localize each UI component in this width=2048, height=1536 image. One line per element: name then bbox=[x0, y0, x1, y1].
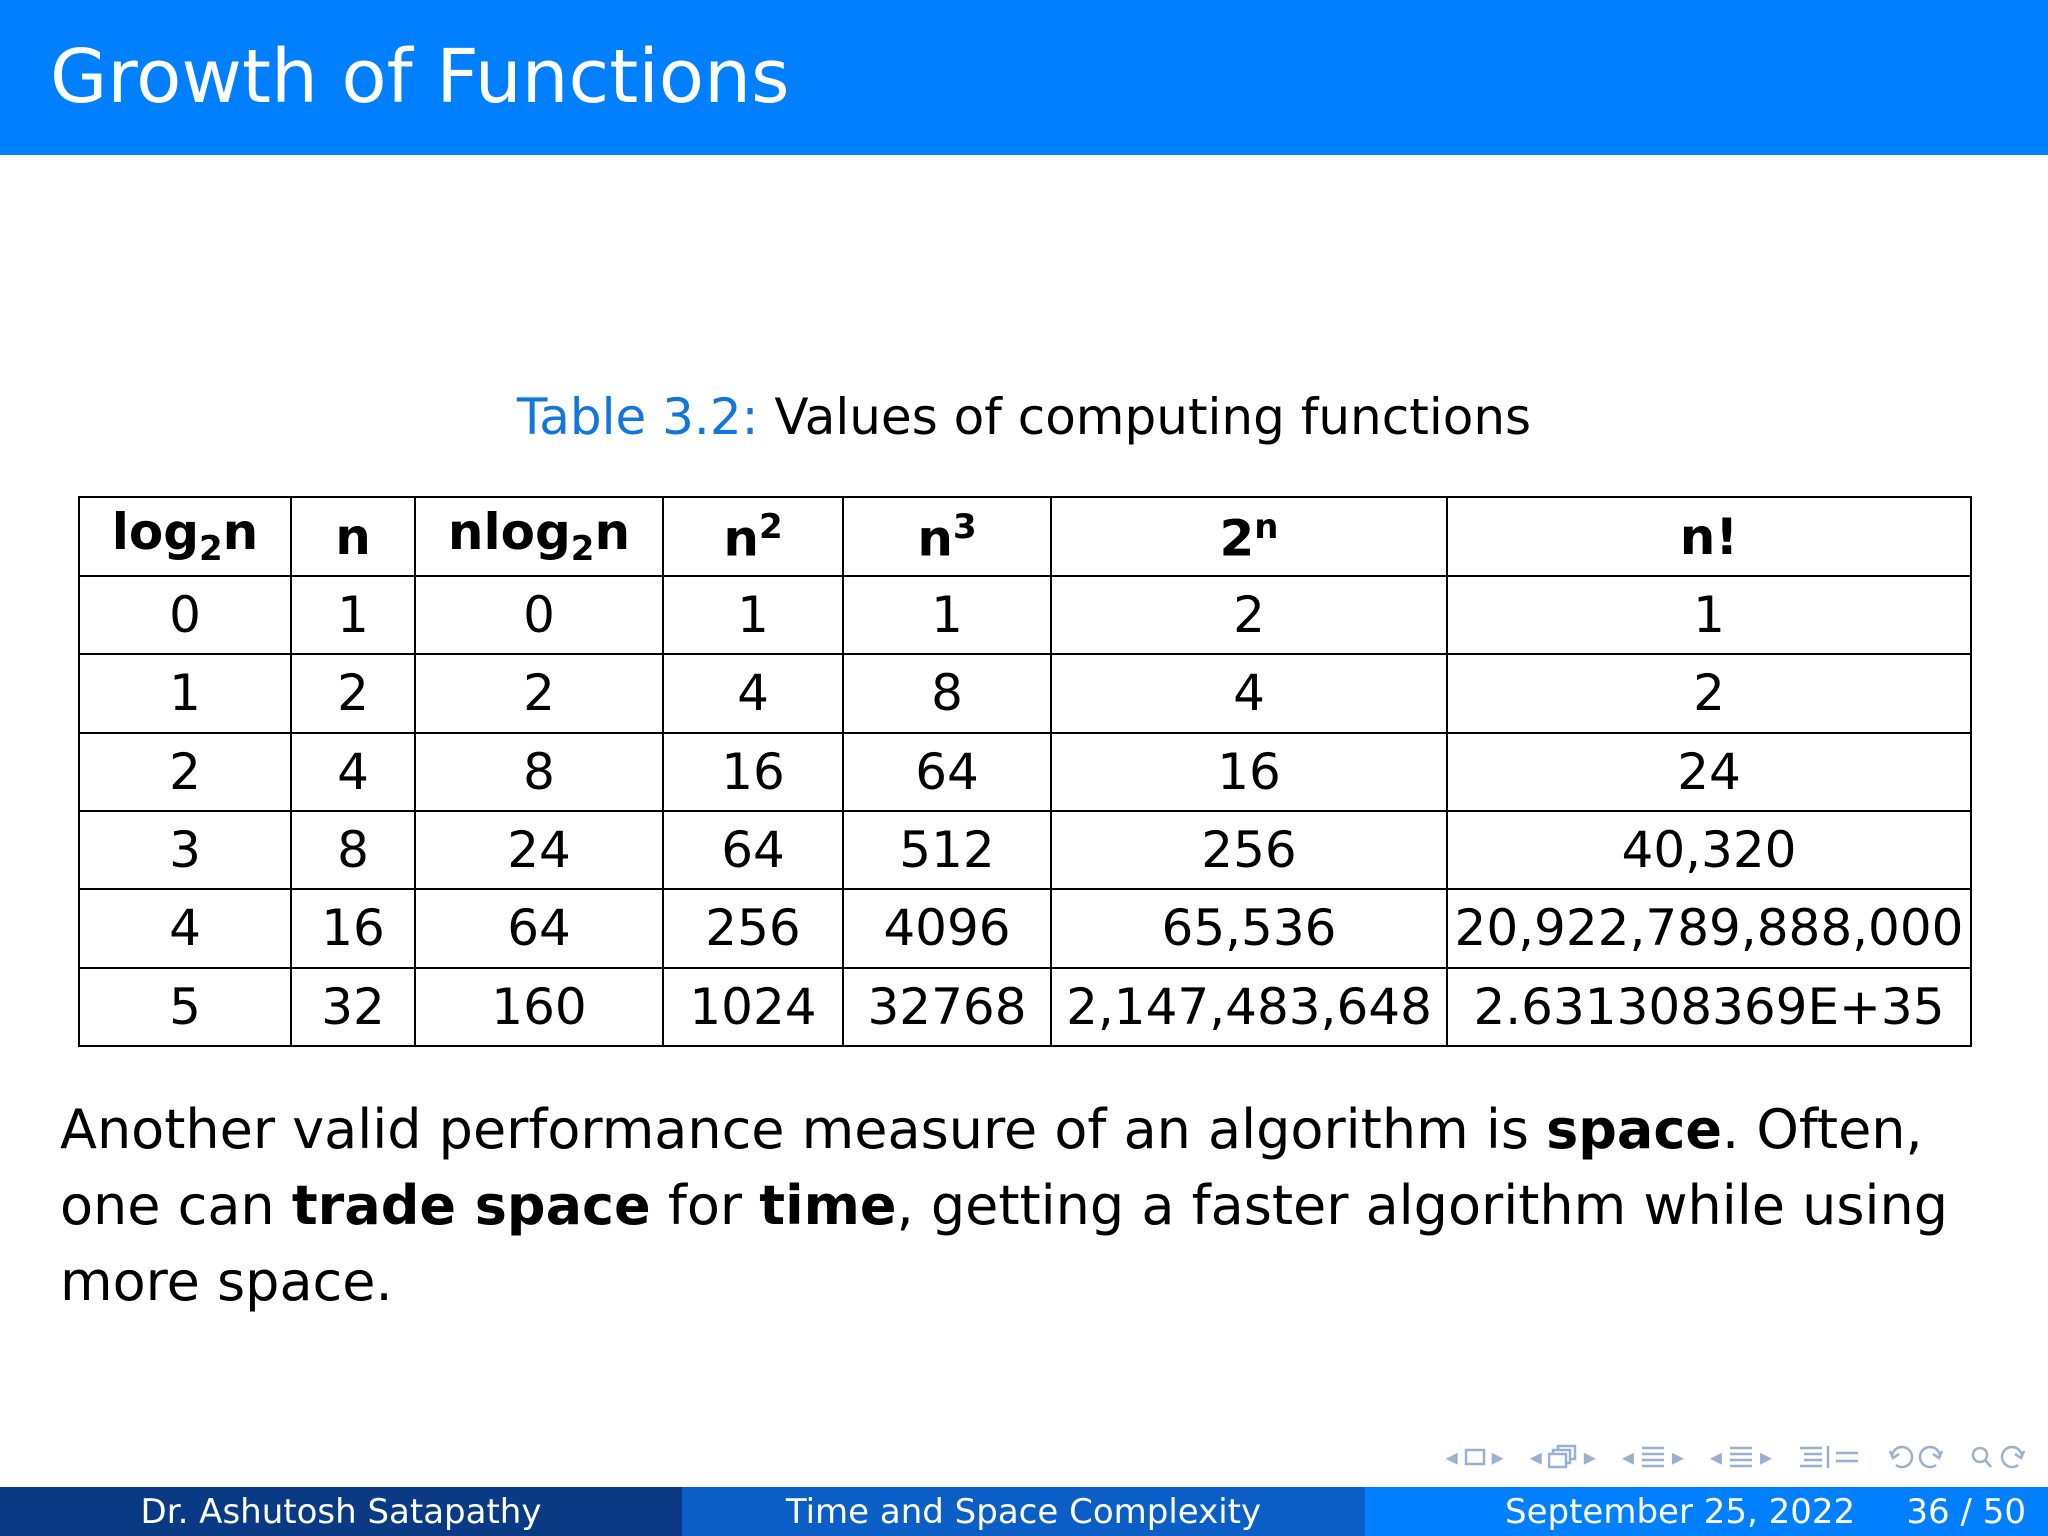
table-cell: 1 bbox=[291, 576, 415, 654]
table-caption-label: Table 3.2: bbox=[516, 388, 759, 446]
header-2-power-n: 2$^n$ bbox=[1051, 497, 1447, 576]
footer-page-number: 36 / 50 bbox=[1906, 1491, 2026, 1532]
table-cell: 1 bbox=[79, 654, 291, 732]
search-icon[interactable] bbox=[1970, 1443, 2026, 1471]
undo-icon[interactable] bbox=[1888, 1443, 1944, 1471]
table-caption-text: Values of computing functions bbox=[774, 388, 1532, 446]
table-cell: 64 bbox=[663, 811, 843, 889]
header-nlog2n: nlog$_2$n bbox=[415, 497, 663, 576]
table-cell: 4 bbox=[291, 733, 415, 811]
table-cell: 512 bbox=[843, 811, 1051, 889]
table-caption bbox=[0, 388, 2048, 446]
header-n: n bbox=[291, 497, 415, 576]
title-bar bbox=[0, 0, 2048, 155]
table-cell: 4 bbox=[663, 654, 843, 732]
table-cell: 24 bbox=[415, 811, 663, 889]
table-row bbox=[79, 811, 1971, 889]
table-cell: 16 bbox=[291, 889, 415, 967]
table-cell: 32768 bbox=[843, 968, 1051, 1046]
table-cell: 4 bbox=[79, 889, 291, 967]
table-cell: 8 bbox=[291, 811, 415, 889]
table-cell: 24 bbox=[1447, 733, 1971, 811]
emphasis-space: space bbox=[1546, 1098, 1723, 1161]
table-row bbox=[79, 733, 1971, 811]
footer-date: September 25, 2022 bbox=[1505, 1491, 1856, 1532]
body-paragraph: Another valid performance measure of an algorithm is space. Often, one can trade space for time, getting a faster algorithm while using more space. bbox=[60, 1098, 1949, 1313]
table-cell: 65,536 bbox=[1051, 889, 1447, 967]
table-cell: 256 bbox=[1051, 811, 1447, 889]
table-cell: 20,922,789,888,000 bbox=[1447, 889, 1971, 967]
table-row bbox=[79, 968, 1971, 1046]
table-row bbox=[79, 576, 1971, 654]
frame-nav-icon[interactable]: ◂ ▸ bbox=[1445, 1443, 1504, 1471]
table-cell: 2 bbox=[415, 654, 663, 732]
table-cell: 2 bbox=[1447, 654, 1971, 732]
footer-author: Dr. Ashutosh Satapathy bbox=[0, 1487, 682, 1536]
beamer-navigation bbox=[1446, 1440, 2026, 1474]
table-cell: 0 bbox=[79, 576, 291, 654]
table-header-row bbox=[79, 497, 1971, 576]
footer-bar bbox=[0, 1487, 2048, 1536]
table-cell: 2 bbox=[1051, 576, 1447, 654]
table-cell: 2,147,483,648 bbox=[1051, 968, 1447, 1046]
table-cell: 160 bbox=[415, 968, 663, 1046]
section-nav-icon[interactable]: ◂ ▸ bbox=[1621, 1443, 1684, 1471]
table-cell: 40,320 bbox=[1447, 811, 1971, 889]
table-cell: 256 bbox=[663, 889, 843, 967]
table-cell: 8 bbox=[843, 654, 1051, 732]
table-cell: 8 bbox=[415, 733, 663, 811]
table-row bbox=[79, 654, 1971, 732]
header-n-cubed: $n^3$ bbox=[843, 497, 1051, 576]
table-cell: 4096 bbox=[843, 889, 1051, 967]
table-cell: 3 bbox=[79, 811, 291, 889]
table-cell: 1 bbox=[1447, 576, 1971, 654]
emphasis-time: time bbox=[759, 1174, 897, 1237]
table-cell: 2 bbox=[291, 654, 415, 732]
table-cell: 16 bbox=[663, 733, 843, 811]
frame-title: Growth of Functions bbox=[50, 34, 790, 120]
table-cell: 2.631308369E+35 bbox=[1447, 968, 1971, 1046]
emphasis-trade-space: trade space bbox=[291, 1174, 651, 1237]
table-cell: 1 bbox=[843, 576, 1051, 654]
table-row bbox=[79, 889, 1971, 967]
table-cell: 4 bbox=[1051, 654, 1447, 732]
appendix-nav-icon[interactable] bbox=[1798, 1444, 1862, 1470]
table-cell: 32 bbox=[291, 968, 415, 1046]
growth-table bbox=[78, 496, 1972, 1047]
table-cell: 0 bbox=[415, 576, 663, 654]
table-cell: 16 bbox=[1051, 733, 1447, 811]
footer-date-page bbox=[1365, 1487, 2048, 1536]
header-n-factorial: n! bbox=[1447, 497, 1971, 576]
footer-title: Time and Space Complexity bbox=[682, 1487, 1365, 1536]
table-cell: 1024 bbox=[663, 968, 843, 1046]
table-cell: 2 bbox=[79, 733, 291, 811]
subsection-nav-icon[interactable]: ◂ ▸ bbox=[1529, 1443, 1596, 1471]
table-cell: 1 bbox=[663, 576, 843, 654]
header-n-squared: $n^2$ bbox=[663, 497, 843, 576]
slide-nav-icon[interactable]: ◂ ▸ bbox=[1709, 1443, 1772, 1471]
table-cell: 5 bbox=[79, 968, 291, 1046]
table-cell: 64 bbox=[415, 889, 663, 967]
header-log2n: $\log_2n$ bbox=[79, 497, 291, 576]
table-cell: 64 bbox=[843, 733, 1051, 811]
